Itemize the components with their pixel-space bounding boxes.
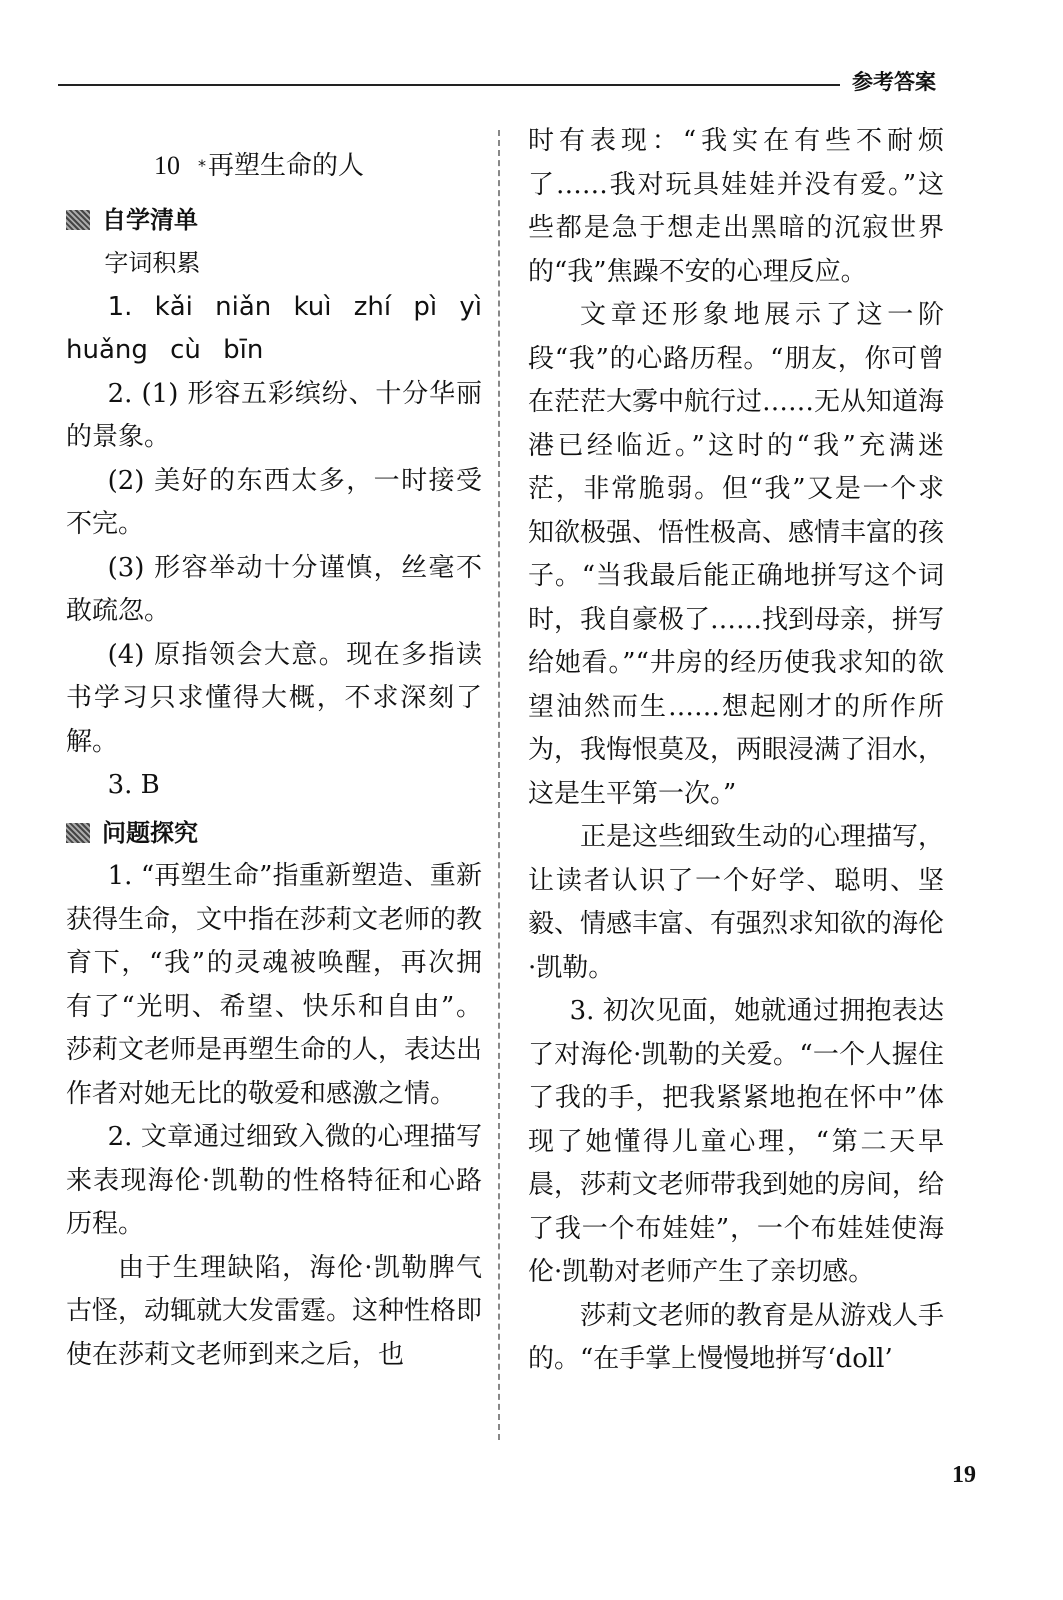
left-column bbox=[66, 144, 482, 1377]
column-divider bbox=[498, 130, 500, 1440]
right-paragraph-5: 莎莉文老师的教育是从游戏人手的。“在手掌上慢慢地拼写‘doll’ bbox=[528, 1300, 945, 1374]
right-column bbox=[528, 120, 944, 1382]
subheading-vocab: 字词积累 bbox=[104, 249, 201, 277]
answer-2-3: (3) 形容举动十分谨慎，丝毫不敢疏忽。 bbox=[66, 552, 482, 626]
section-heading-inquiry: 问题探究 bbox=[66, 812, 482, 856]
right-paragraph-2: 文章还形象地展示了这一阶段“我”的心路历程。“朋友，你可曾在茫茫大雾中航行过……无从知道海港已经临近。”这时的“我”充满迷茫，非常脆弱。但“我”又是一个求知欲极强、悟性极高、感情丰富的孩子。“当我最后能正确地拼写这个词时，我自豪极了……找到母亲，拼写给她看。”“井房的经历使我求知的欲望油然而生……想起刚才的所作所为，我悔恨莫及，两眼浸满了泪水，这是生平第一次。” bbox=[528, 300, 945, 809]
answer-2-1: 2. (1) 形容五彩缤纷、十分华丽的景象。 bbox=[66, 378, 482, 452]
inquiry-answer-2: 2. 文章通过细致入微的心理描写来表现海伦·凯勒的性格特征和心路历程。 bbox=[66, 1122, 482, 1239]
lesson-title bbox=[66, 144, 482, 189]
right-paragraph-3: 正是这些细致生动的心理描写，让读者认识了一个好学、聪明、坚毅、情感丰富、有强烈求知欲的海伦·凯勒。 bbox=[528, 822, 945, 983]
header-rule bbox=[58, 84, 840, 86]
right-paragraph-4: 3. 初次见面，她就通过拥抱表达了对海伦·凯勒的关爱。“一个人握住了我的手，把我紧紧地抱在怀中”体现了她懂得儿童心理，“第二天早晨，莎莉文老师带我到她的房间，给了我一个布娃娃”，一个布娃娃使海伦·凯勒对老师产生了亲切感。 bbox=[528, 996, 945, 1287]
pinyin-answer-line2: huǎng cù bīn bbox=[66, 335, 264, 365]
answer-2-2: (2) 美好的东西太多，一时接受不完。 bbox=[66, 465, 482, 539]
section-heading-self-study: 自学清单 bbox=[66, 199, 482, 243]
section-marker-icon bbox=[66, 823, 90, 843]
lesson-title-text: 再塑生命的人 bbox=[208, 151, 365, 181]
section-marker-icon bbox=[66, 210, 90, 230]
pinyin-answer-line1: 1. kǎi niǎn kuì zhí pì yì bbox=[107, 291, 482, 322]
right-paragraph-1: 时有表现：“我实在有些不耐烦了……我对玩具娃娃并没有爱。”这些都是急于想走出黑暗的沉寂世界的“我”焦躁不安的心理反应。 bbox=[528, 126, 944, 287]
lesson-number: 10 bbox=[154, 151, 180, 180]
inquiry-answer-1: 1. “再塑生命”指重新塑造、重新获得生命，文中指在莎莉文老师的教育下，“我”的灵魂被唤醒，再次拥有了“光明、希望、快乐和自由”。莎莉文老师是再塑生命的人，表达出作者对她无比的敬爱和感激之情。 bbox=[66, 861, 483, 1109]
inquiry-answer-2-cont: 由于生理缺陷，海伦·凯勒脾气古怪，动辄就大发雷霆。这种性格即使在莎莉文老师到来之后，也 bbox=[66, 1252, 483, 1370]
answer-2-4: (4) 原指领会大意。现在多指读书学习只求懂得大概，不求深刻了解。 bbox=[66, 639, 482, 757]
lesson-star: * bbox=[198, 156, 206, 175]
header-title: 参考答案 bbox=[852, 70, 936, 94]
answer-3: 3. B bbox=[107, 770, 160, 800]
page-number: 19 bbox=[952, 1462, 976, 1488]
